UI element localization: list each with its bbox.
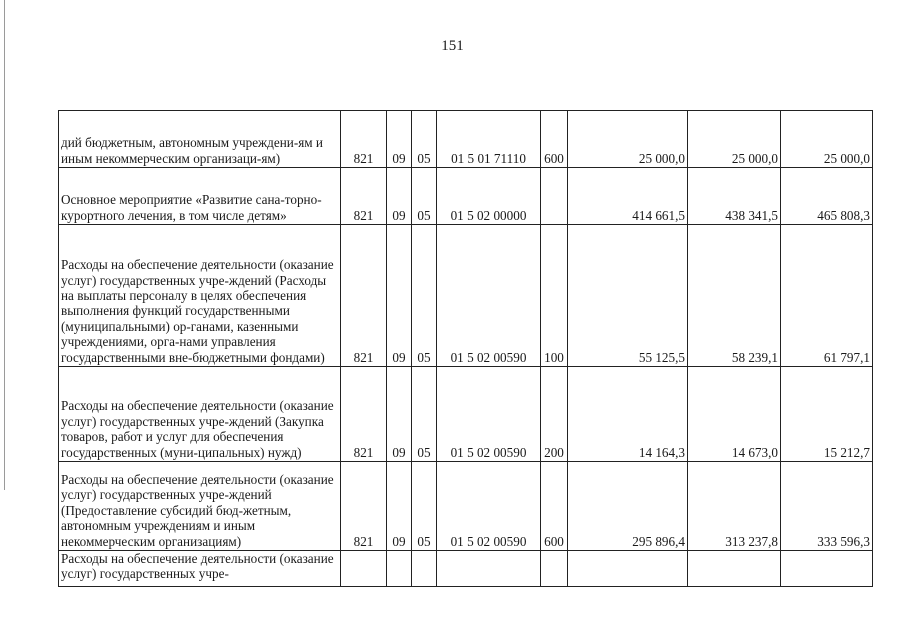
expense-type: 600 [541,111,568,168]
target-article: 01 5 02 00590 [437,367,541,462]
ministry-code: 821 [341,168,387,225]
amount-year-3: 465 808,3 [781,168,873,225]
amount-year-1: 295 896,4 [568,462,688,551]
table-row [59,551,873,587]
amount-year-2: 438 341,5 [688,168,781,225]
expense-type: 200 [541,367,568,462]
table-row [59,462,873,551]
section-code: 09 [387,367,412,462]
expense-type [541,168,568,225]
budget-table [58,110,873,587]
row-name: дий бюджетным, автономным учреждени-ям и иным некоммерческим организаци-ям) [59,111,341,168]
subsection-code: 05 [412,168,437,225]
section-code [387,551,412,587]
target-article [437,551,541,587]
section-code: 09 [387,225,412,367]
subsection-code: 05 [412,111,437,168]
table-row [59,111,873,168]
subsection-code: 05 [412,225,437,367]
amount-year-2: 58 239,1 [688,225,781,367]
ministry-code: 821 [341,462,387,551]
subsection-code: 05 [412,462,437,551]
row-name: Расходы на обеспечение деятельности (оказание услуг) государственных учре-ждений (Предоставление субсидий бюд-жетным, автономным учреждениям и иным некоммерческим организациям) [59,462,341,551]
amount-year-1: 14 164,3 [568,367,688,462]
section-code: 09 [387,462,412,551]
amount-year-2: 14 673,0 [688,367,781,462]
page-edge-rule [4,0,5,490]
subsection-code [412,551,437,587]
table-row [59,367,873,462]
amount-year-1: 55 125,5 [568,225,688,367]
amount-year-3: 15 212,7 [781,367,873,462]
row-name: Расходы на обеспечение деятельности (оказание услуг) государственных учре- [59,551,341,587]
amount-year-1 [568,551,688,587]
subsection-code: 05 [412,367,437,462]
amount-year-3: 333 596,3 [781,462,873,551]
amount-year-1: 25 000,0 [568,111,688,168]
table-row [59,225,873,367]
target-article: 01 5 02 00590 [437,225,541,367]
expense-type: 600 [541,462,568,551]
ministry-code: 821 [341,111,387,168]
row-name: Основное мероприятие «Развитие сана-торно-курортного лечения, в том числе детям» [59,168,341,225]
ministry-code [341,551,387,587]
section-code: 09 [387,168,412,225]
expense-type [541,551,568,587]
amount-year-3: 25 000,0 [781,111,873,168]
amount-year-2: 313 237,8 [688,462,781,551]
target-article: 01 5 02 00000 [437,168,541,225]
page-number: 151 [441,38,464,54]
ministry-code: 821 [341,225,387,367]
table-body [59,111,873,587]
table-row [59,168,873,225]
section-code: 09 [387,111,412,168]
amount-year-2 [688,551,781,587]
amount-year-3 [781,551,873,587]
amount-year-2: 25 000,0 [688,111,781,168]
expense-type: 100 [541,225,568,367]
row-name: Расходы на обеспечение деятельности (оказание услуг) государственных учре-ждений (Закупка товаров, работ и услуг для обеспечения государственных (муни-ципальных) нужд) [59,367,341,462]
amount-year-1: 414 661,5 [568,168,688,225]
target-article: 01 5 01 71110 [437,111,541,168]
target-article: 01 5 02 00590 [437,462,541,551]
amount-year-3: 61 797,1 [781,225,873,367]
ministry-code: 821 [341,367,387,462]
row-name: Расходы на обеспечение деятельности (оказание услуг) государственных учре-ждений (Расходы на выплаты персоналу в целях обеспечения выполнения функций государственными (муниципальными) ор-ганами, казенными учреждениями, орга-нами управления государственными вне-бюджетными фондами) [59,225,341,367]
